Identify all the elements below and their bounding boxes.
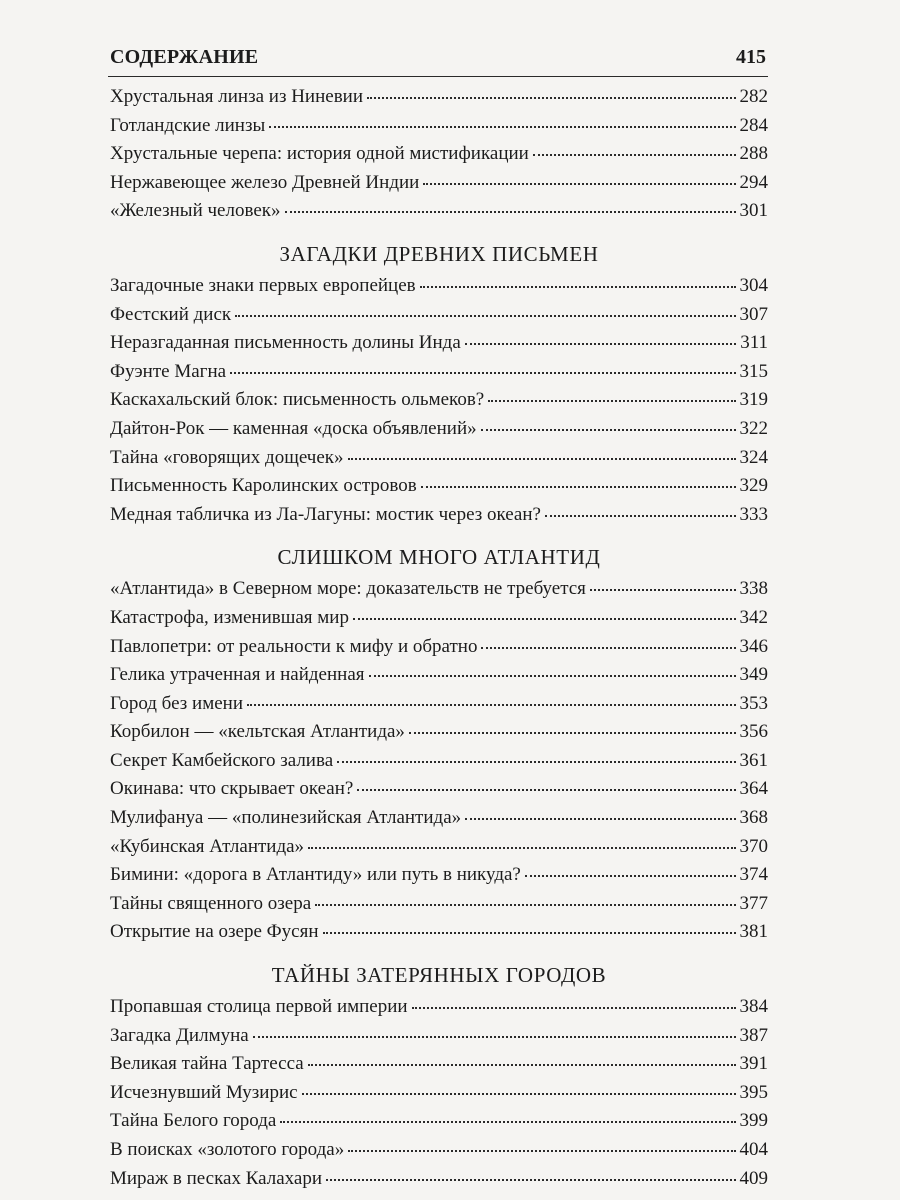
dot-leader [269, 124, 735, 128]
toc-entry [110, 664, 768, 693]
dot-leader [420, 284, 736, 288]
entry-title: Корбилон — «кельтская Атлантида» [110, 721, 405, 743]
dot-leader [302, 1091, 736, 1095]
entry-page-number: 409 [739, 1167, 768, 1189]
dot-leader [337, 759, 735, 763]
entry-title: Медная табличка из Ла-Лагуны: мостик через океан? [110, 503, 541, 525]
toc-entry [110, 304, 768, 333]
toc-entry [110, 607, 768, 636]
toc-entry [110, 418, 768, 447]
toc-entry [110, 447, 768, 476]
entry-page-number: 364 [739, 778, 768, 800]
toc-entry [110, 389, 768, 418]
toc-entry [110, 893, 768, 922]
entry-page-number: 387 [739, 1024, 768, 1046]
toc-entry [110, 1053, 768, 1082]
toc-entry [110, 200, 768, 229]
entry-page-number: 356 [739, 721, 768, 743]
entry-title: Тайна Белого города [110, 1110, 277, 1132]
entry-title: Загадочные знаки первых европейцев [110, 274, 416, 296]
toc-entry [110, 996, 768, 1025]
entry-page-number: 349 [739, 664, 768, 686]
entry-page-number: 346 [739, 635, 768, 657]
dot-leader [230, 370, 735, 374]
toc-entry [110, 693, 768, 722]
toc-entry [110, 332, 768, 361]
section-heading: СЛИШКОМ МНОГО АТЛАНТИД [277, 545, 601, 570]
entry-page-number: 322 [739, 417, 768, 439]
entry-title: Готландские линзы [110, 114, 266, 136]
dot-leader [357, 787, 735, 791]
entry-page-number: 311 [740, 332, 768, 354]
toc-entry [110, 750, 768, 779]
toc-entry [110, 778, 768, 807]
entry-title: Мулифануа — «полинезийская Атлантида» [110, 807, 462, 829]
header-title: СОДЕРЖАНИЕ [110, 46, 259, 68]
entry-title: Каскахальский блок: письменность ольмеков? [110, 389, 485, 411]
dot-leader [545, 513, 736, 517]
dot-leader [481, 645, 735, 649]
entry-page-number: 395 [739, 1081, 768, 1103]
entry-page-number: 353 [739, 692, 768, 714]
entry-title: Павлопетри: от реальности к мифу и обратно [110, 635, 478, 657]
section-heading: ЗАГАДКИ ДРЕВНИХ ПИСЬМЕН [279, 241, 599, 266]
entry-page-number: 361 [739, 749, 768, 771]
toc-entry [110, 1110, 768, 1139]
entry-page-number: 329 [739, 475, 768, 497]
running-header [108, 46, 768, 77]
entry-page-number: 319 [739, 389, 768, 411]
entry-title: Хрустальные черепа: история одной мистификации [110, 143, 529, 165]
entry-page-number: 384 [739, 996, 768, 1018]
entry-page-number: 342 [739, 606, 768, 628]
entry-title: Тайна «говорящих дощечек» [110, 446, 344, 468]
entry-title: Неразгаданная письменность долины Инда [110, 332, 461, 354]
entry-title: Катастрофа, изменившая мир [110, 606, 349, 628]
toc-entry [110, 1168, 768, 1197]
entry-title: Окинава: что скрывает океан? [110, 778, 354, 800]
entry-page-number: 370 [739, 835, 768, 857]
entry-title: Открытие на озере Фусян [110, 921, 319, 943]
toc-entry [110, 475, 768, 504]
dot-leader [590, 587, 736, 591]
entry-page-number: 404 [739, 1139, 768, 1160]
entry-title: Пропавшая столица первой империи [110, 996, 408, 1018]
dot-leader [348, 456, 736, 460]
dot-leader [421, 484, 736, 488]
entry-page-number: 282 [739, 86, 768, 107]
dot-leader [533, 152, 736, 156]
entry-title: Нержавеющее железо Древней Индии [110, 171, 420, 193]
dot-leader [235, 313, 735, 317]
toc-entry [110, 275, 768, 304]
toc-entry [110, 578, 768, 607]
entry-title: Великая тайна Тартесса [110, 1053, 304, 1075]
entry-title: Мираж в песках Калахари [110, 1167, 323, 1189]
entry-title: Письменность Каролинских островов [110, 475, 417, 497]
entry-page-number: 391 [739, 1053, 768, 1075]
toc-entry [110, 836, 768, 865]
header-page-number: 415 [736, 46, 766, 68]
dot-leader [323, 930, 736, 934]
dot-leader [465, 341, 736, 345]
entry-title: Хрустальная линза из Ниневии [110, 86, 364, 107]
dot-leader [412, 1005, 736, 1009]
toc-entry [110, 721, 768, 750]
toc-entry [110, 504, 768, 533]
dot-leader [285, 209, 736, 213]
dot-leader [253, 1034, 736, 1038]
entry-title: «Железный человек» [110, 200, 281, 222]
entry-page-number: 284 [739, 114, 768, 136]
entry-page-number: 338 [739, 578, 768, 600]
entry-page-number: 288 [739, 143, 768, 165]
section-heading: ТАЙНЫ ЗАТЕРЯННЫХ ГОРОДОВ [271, 963, 607, 988]
dot-leader [369, 673, 736, 677]
entry-title: Город без имени [110, 692, 243, 714]
toc-entry [110, 143, 768, 172]
entry-title: Дайтон-Рок — каменная «доска объявлений» [110, 417, 477, 439]
entry-title: Секрет Камбейского залива [110, 749, 334, 771]
entry-title: Фуэнте Магна [110, 360, 227, 382]
toc-entry [110, 807, 768, 836]
entry-page-number: 324 [739, 446, 768, 468]
table-of-contents [110, 86, 768, 1196]
toc-entry [110, 1139, 768, 1168]
toc-entry [110, 361, 768, 390]
dot-leader [247, 702, 736, 706]
entry-page-number: 333 [739, 503, 768, 525]
dot-leader [423, 181, 735, 185]
dot-leader [326, 1177, 735, 1181]
entry-title: Загадка Дилмуна [110, 1024, 249, 1046]
entry-title: «Атлантида» в Северном море: доказательств не требуется [110, 578, 586, 600]
entry-page-number: 294 [739, 171, 768, 193]
entry-page-number: 301 [739, 200, 768, 222]
entry-page-number: 399 [739, 1110, 768, 1132]
entry-page-number: 368 [739, 807, 768, 829]
dot-leader [465, 816, 735, 820]
toc-entry [110, 636, 768, 665]
dot-leader [315, 902, 735, 906]
dot-leader [367, 95, 735, 99]
toc-entry [110, 1025, 768, 1054]
dot-leader [308, 845, 735, 849]
entry-page-number: 377 [739, 892, 768, 914]
toc-entry [110, 86, 768, 115]
dot-leader [280, 1119, 735, 1123]
entry-title: Фестский диск [110, 303, 232, 325]
entry-title: Бимини: «дорога в Атлантиду» или путь в никуда? [110, 864, 521, 886]
entry-title: Тайны священного озера [110, 892, 312, 914]
dot-leader [409, 730, 736, 734]
toc-entry [110, 921, 768, 950]
dot-leader [353, 616, 736, 620]
dot-leader [488, 398, 735, 402]
dot-leader [308, 1062, 736, 1066]
entry-title: Исчезнувший Музирис [110, 1081, 298, 1103]
entry-title: «Кубинская Атлантида» [110, 835, 305, 857]
toc-entry [110, 864, 768, 893]
entry-title: В поисках «золотого города» [110, 1139, 345, 1160]
toc-entry [110, 115, 768, 144]
toc-entry [110, 1082, 768, 1111]
entry-page-number: 304 [739, 274, 768, 296]
dot-leader [525, 873, 736, 877]
entry-title: Гелика утраченная и найденная [110, 664, 365, 686]
entry-page-number: 381 [739, 921, 768, 943]
toc-entry [110, 172, 768, 201]
entry-page-number: 315 [739, 360, 768, 382]
entry-page-number: 307 [739, 303, 768, 325]
dot-leader [348, 1148, 735, 1152]
dot-leader [481, 427, 736, 431]
entry-page-number: 374 [739, 864, 768, 886]
